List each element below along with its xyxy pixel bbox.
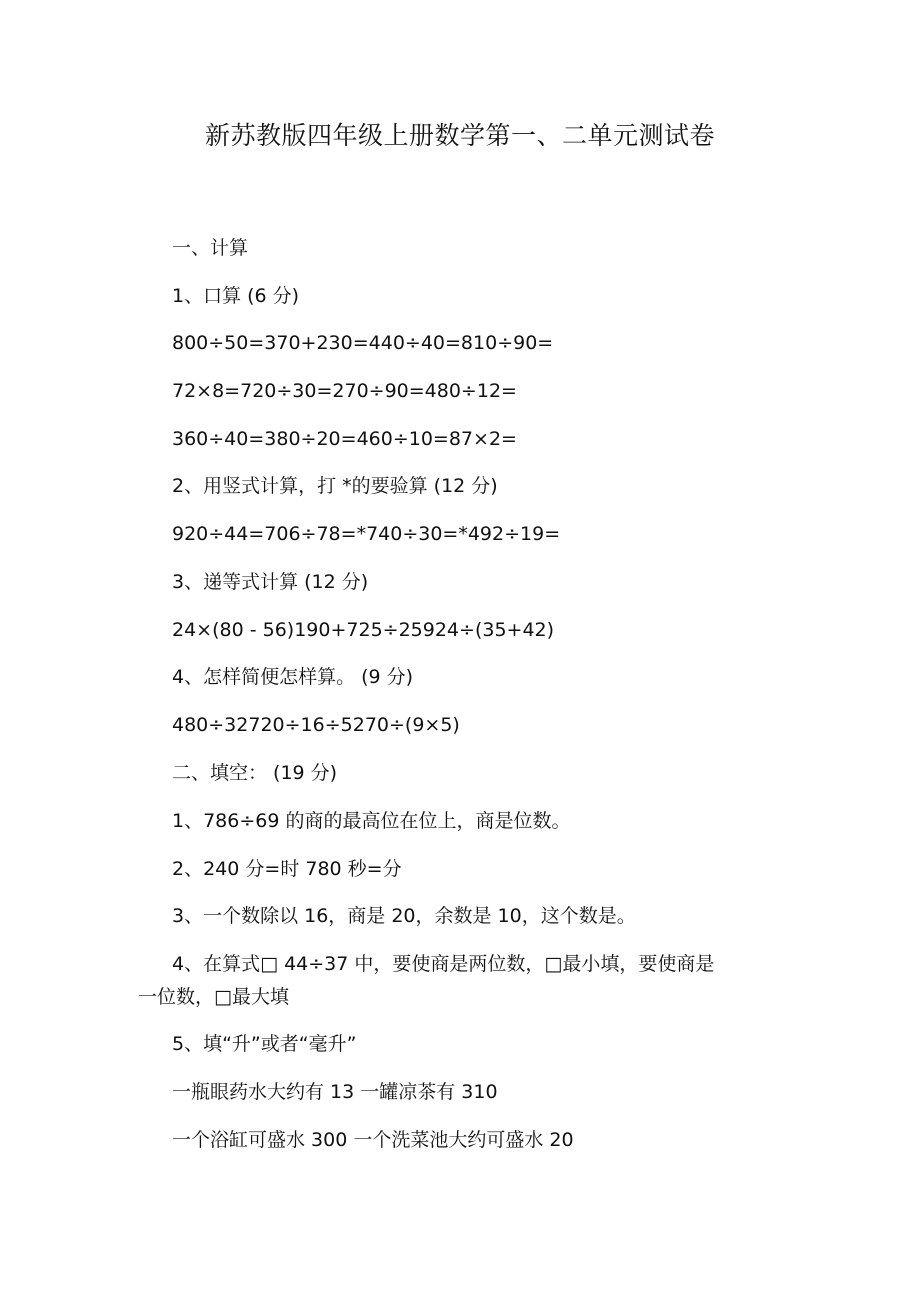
fill-in-question-5-row-1: 一瓶眼药水大约有 13 一罐凉茶有 310 [172,1081,498,1103]
fill-in-question-4: 4、在算式□ 44÷37 中，要使商是两位数，□最小填，要使商是 [172,953,715,975]
question-vertical-calculation: 2、用竖式计算，打 *的要验算 (12 分) [172,475,498,497]
simplified-calc-row: 480÷32720÷16÷5270÷(9×5) [172,714,460,736]
page-title: 新苏教版四年级上册数学第一、二单元测试卷 [204,121,715,150]
fill-in-question-3: 3、一个数除以 16，商是 20，余数是 10，这个数是。 [172,905,636,927]
step-calc-row: 24×(80 - 56)190+725÷25924÷(35+42) [172,619,555,641]
section-heading-fill-in: 二、填空： (19 分) [172,762,338,784]
fill-in-question-4-continued: 一位数，□最大填 [138,986,289,1008]
question-step-calculation: 3、递等式计算 (12 分) [172,571,369,593]
fill-in-question-5-row-2: 一个浴缸可盛水 300 一个洗菜池大约可盛水 20 [172,1129,574,1151]
oral-calc-row-2: 72×8=720÷30=270÷90=480÷12= [172,380,517,402]
question-oral-calculation: 1、口算 (6 分) [172,285,300,307]
question-simplified-calculation: 4、怎样简便怎样算。 (9 分) [172,666,414,688]
oral-calc-row-3: 360÷40=380÷20=460÷10=87×2= [172,428,517,450]
vertical-calc-row: 920÷44=706÷78=*740÷30=*492÷19= [172,523,561,545]
fill-in-question-5: 5、填“升”或者“毫升” [172,1033,357,1055]
oral-calc-row-1: 800÷50=370+230=440÷40=810÷90= [172,332,554,354]
fill-in-question-2: 2、240 分=时 780 秒=分 [172,858,402,880]
fill-in-question-1: 1、786÷69 的商的最高位在位上，商是位数。 [172,810,571,832]
section-heading-calculation: 一、计算 [172,237,249,259]
